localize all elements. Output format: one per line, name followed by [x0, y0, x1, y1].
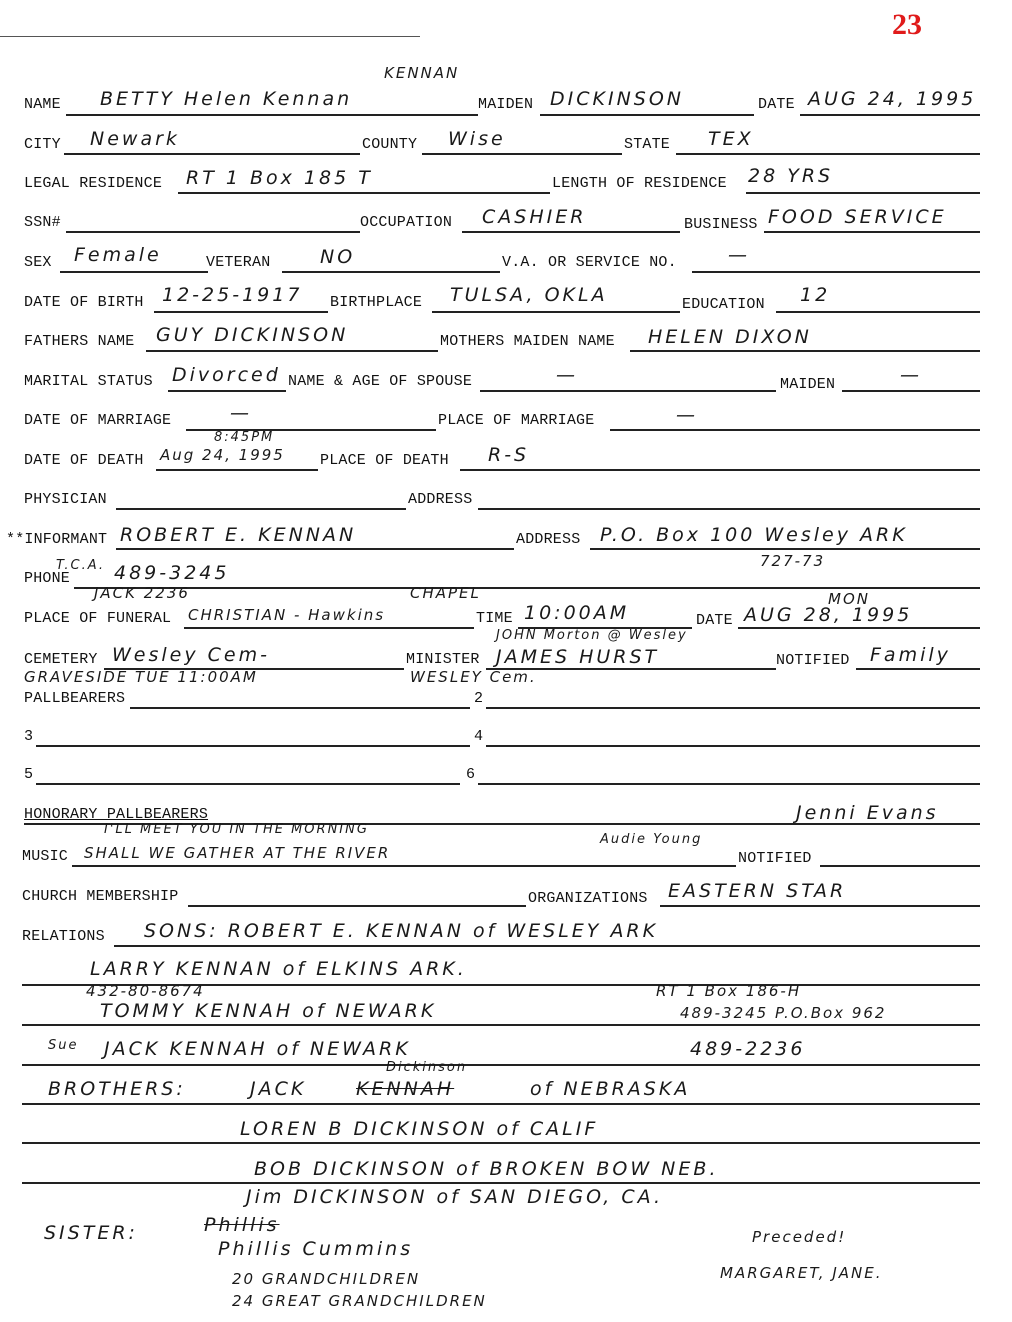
label-place-of-marriage: PLACE OF MARRIAGE [438, 412, 595, 429]
value-graveside: GRAVESIDE TUE 11:00AM [24, 668, 258, 686]
label-va-service: V.A. OR SERVICE NO. [502, 254, 677, 271]
value-phone: 489-3245 [114, 562, 230, 584]
label-informant-address: ADDRESS [516, 531, 581, 548]
label-veteran: VETERAN [206, 254, 271, 271]
line-informant-address [590, 548, 980, 550]
value-relations-5-annotation: Dickinson [386, 1060, 468, 1075]
value-relations-5c: of NEBRASKA [530, 1078, 691, 1100]
value-dob: 12-25-1917 [162, 284, 303, 306]
label-minister: MINISTER [406, 651, 480, 668]
label-music-notified: NOTIFIED [738, 850, 812, 867]
value-relations-3: TOMMY KENNAH of NEWARK [100, 1000, 437, 1022]
value-funeral-annotation: CHAPEL [410, 584, 481, 602]
line-fathers-name [146, 350, 438, 352]
value-relations-1: SONS: ROBERT E. KENNAN of WESLEY ARK [144, 920, 659, 942]
label-pallbearer-5: 5 [24, 766, 34, 783]
value-relations-5b: JACK [250, 1078, 307, 1100]
value-length-of-residence: 28 YRS [748, 165, 834, 187]
value-occupation: CASHIER [482, 206, 587, 228]
line-name [66, 114, 478, 116]
value-name: BETTY Helen Kennan [100, 88, 353, 110]
value-informant: ROBERT E. KENNAN [120, 524, 357, 546]
line-relations-5 [22, 1103, 980, 1105]
value-sister-struck: Phillis [204, 1214, 280, 1236]
label-date-of-marriage: DATE OF MARRIAGE [24, 412, 172, 429]
value-great-grandchildren: 24 GREAT GRANDCHILDREN [232, 1292, 487, 1310]
line-pallbearer-1 [130, 707, 470, 709]
label-occupation: OCCUPATION [360, 214, 453, 231]
value-relations-4b: 489-2236 [690, 1038, 806, 1060]
value-mothers-maiden: HELEN DIXON [648, 326, 812, 348]
line-dob [154, 311, 328, 313]
label-date-of-death: DATE OF DEATH [24, 452, 144, 469]
label-notified: NOTIFIED [776, 652, 850, 669]
label-marital-status: MARITAL STATUS [24, 373, 153, 390]
line-va-service [692, 271, 980, 273]
value-date-of-death: Aug 24, 1995 [160, 446, 285, 464]
line-place-of-death [460, 469, 980, 471]
label-pallbearer-4: 4 [474, 728, 484, 745]
label-legal-residence: LEGAL RESIDENCE [24, 175, 163, 192]
value-phone-2: JACK 2236 [94, 584, 190, 602]
page-number: 23 [892, 8, 922, 41]
value-minister: JAMES HURST [496, 646, 660, 668]
value-music-annotation: I'LL MEET YOU IN THE MORNING [104, 822, 369, 837]
value-state: TEX [708, 128, 754, 150]
line-date-of-death [156, 469, 318, 471]
value-sister-label: SISTER: [44, 1222, 138, 1244]
line-education [776, 311, 980, 313]
line-church-membership [188, 905, 526, 907]
line-relations-3 [22, 1024, 980, 1026]
line-state [676, 153, 980, 155]
value-business: FOOD SERVICE [768, 206, 947, 228]
label-city: CITY [24, 136, 61, 153]
line-county [422, 153, 622, 155]
line-maiden [540, 114, 754, 116]
label-business: BUSINESS [684, 216, 758, 233]
value-preceded: Preceded! [752, 1228, 847, 1246]
label-maiden: MAIDEN [478, 96, 534, 113]
label-physician: PHYSICIAN [24, 491, 107, 508]
line-spouse-maiden [842, 390, 980, 392]
line-relations-4 [22, 1064, 980, 1066]
label-spouse-maiden: MAIDEN [780, 376, 836, 393]
line-informant [116, 548, 514, 550]
label-place-of-funeral: PLACE OF FUNERAL [24, 610, 172, 627]
line-length-of-residence [746, 192, 980, 194]
value-phone-note: T.C.A. [56, 558, 106, 573]
value-date: AUG 24, 1995 [808, 88, 977, 110]
line-ssn [66, 231, 360, 233]
value-informant-address-2: 727-73 [760, 552, 826, 570]
name-annotation: KENNAN [384, 64, 460, 82]
value-grandchildren: 20 GRANDCHILDREN [232, 1270, 421, 1288]
line-date [800, 114, 980, 116]
label-organizations: ORGANIZATIONS [528, 890, 648, 907]
line-relations-1 [114, 945, 980, 947]
value-place-of-funeral: CHRISTIAN - Hawkins [188, 606, 386, 624]
line-place-of-funeral [184, 627, 474, 629]
label-place-of-death: PLACE OF DEATH [320, 452, 449, 469]
value-va-service: — [728, 244, 750, 266]
line-business [764, 231, 980, 233]
value-music-2: Audie Young [600, 832, 703, 847]
line-address [478, 508, 980, 510]
label-dob: DATE OF BIRTH [24, 294, 144, 311]
label-music: MUSIC [22, 848, 69, 865]
value-relations-2: LARRY KENNAN of ELKINS ARK. [90, 958, 467, 980]
value-legal-residence: RT 1 Box 185 T [186, 167, 373, 189]
line-music [72, 865, 736, 867]
value-fathers-name: GUY DICKINSON [156, 324, 349, 346]
value-death-time: 8:45PM [214, 430, 275, 445]
line-occupation [462, 231, 680, 233]
label-spouse: NAME & AGE OF SPOUSE [288, 373, 473, 390]
value-relations-6: LOREN B DICKINSON of CALIF [240, 1118, 599, 1140]
line-music-notified [820, 865, 980, 867]
line-mothers-maiden [630, 350, 980, 352]
line-physician [116, 508, 406, 510]
line-notified [856, 668, 980, 670]
value-organizations: EASTERN STAR [668, 880, 847, 902]
line-birthplace [432, 311, 680, 313]
label-funeral-date: DATE [696, 612, 733, 629]
line-pallbearer-2 [486, 707, 980, 709]
line-pallbearer-5 [36, 783, 460, 785]
value-date-of-marriage: — [230, 402, 252, 424]
label-mothers-maiden: MOTHERS MAIDEN NAME [440, 333, 615, 350]
label-informant: **INFORMANT [6, 531, 108, 548]
line-relations-7 [22, 1182, 980, 1184]
value-informant-address: P.O. Box 100 Wesley ARK [600, 524, 908, 546]
line-organizations [660, 905, 980, 907]
value-spouse: — [556, 364, 578, 386]
label-education: EDUCATION [682, 296, 765, 313]
label-honorary-pallbearers: HONORARY PALLBEARERS [24, 806, 209, 823]
line-veteran [282, 271, 500, 273]
value-relations-2a: 432-80-8674 [86, 982, 205, 1000]
value-relations-4-note: Sue [48, 1038, 79, 1053]
label-cemetery: CEMETERY [24, 651, 98, 668]
label-church-membership: CHURCH MEMBERSHIP [22, 888, 179, 905]
value-place-of-death: R-S [488, 444, 530, 466]
label-state: STATE [624, 136, 671, 153]
label-address: ADDRESS [408, 491, 473, 508]
line-legal-residence [178, 192, 550, 194]
label-fathers-name: FATHERS NAME [24, 333, 135, 350]
line-marital-status [168, 390, 286, 392]
label-phone: PHONE [24, 570, 71, 587]
value-maiden: DICKINSON [550, 88, 685, 110]
line-pallbearer-4 [486, 745, 980, 747]
label-county: COUNTY [362, 136, 418, 153]
value-relations-2b: RT 1 Box 186-H [656, 982, 802, 1000]
value-honorary-pallbearers: Jenni Evans [796, 802, 939, 824]
line-place-of-marriage [610, 429, 980, 431]
label-ssn: SSN# [24, 214, 61, 231]
top-rule [0, 36, 420, 37]
value-cemetery: Wesley Cem- [112, 644, 270, 666]
line-city [64, 153, 360, 155]
value-funeral-day: MON [828, 590, 870, 608]
line-pallbearer-6 [478, 783, 980, 785]
value-graveside-place: WESLEY Cem. [410, 668, 537, 686]
line-sex [60, 271, 208, 273]
value-time: 10:00AM [524, 602, 630, 624]
value-funeral-date: AUG 28, 1995 [744, 604, 913, 626]
value-marital-status: Divorced [172, 364, 281, 386]
value-birthplace: TULSA, OKLA [450, 284, 608, 306]
value-relations-8: Jim DICKINSON of SAN DIEGO, CA. [246, 1186, 664, 1208]
value-relations-5-struck: KENNAH [356, 1078, 455, 1100]
value-minister-annotation: JOHN Morton @ Wesley [496, 628, 688, 643]
value-education: 12 [800, 284, 831, 306]
value-relations-4: JACK KENNAH of NEWARK [104, 1038, 411, 1060]
value-notified: Family [870, 644, 951, 666]
value-city: Newark [90, 128, 180, 150]
label-length-of-residence: LENGTH OF RESIDENCE [552, 175, 727, 192]
value-veteran: NO [320, 246, 356, 268]
line-funeral-date [738, 627, 980, 629]
value-relations-5a: BROTHERS: [48, 1078, 186, 1100]
value-sex: Female [74, 244, 162, 266]
value-preceded-names: MARGARET, JANE. [720, 1264, 883, 1282]
value-spouse-maiden: — [900, 364, 922, 386]
label-relations: RELATIONS [22, 928, 105, 945]
value-place-of-marriage: — [676, 404, 698, 426]
label-pallbearers: PALLBEARERS [24, 690, 126, 707]
label-pallbearer-6: 6 [466, 766, 476, 783]
line-spouse [480, 390, 776, 392]
label-pallbearer-3: 3 [24, 728, 34, 745]
label-birthplace: BIRTHPLACE [330, 294, 423, 311]
value-relations-7: BOB DICKINSON of BROKEN BOW NEB. [254, 1158, 719, 1180]
line-phone [74, 587, 980, 589]
label-time: TIME [476, 610, 513, 627]
line-relations-6 [22, 1142, 980, 1144]
value-music: SHALL WE GATHER AT THE RIVER [84, 844, 391, 862]
value-relations-3b: 489-3245 P.O.Box 962 [680, 1004, 887, 1022]
label-sex: SEX [24, 254, 52, 271]
line-pallbearer-3 [36, 745, 470, 747]
value-county: Wise [448, 128, 506, 150]
value-sister-name: Phillis Cummins [218, 1238, 414, 1260]
label-pallbearer-2: 2 [474, 690, 484, 707]
label-date: DATE [758, 96, 795, 113]
label-name: NAME [24, 96, 61, 113]
